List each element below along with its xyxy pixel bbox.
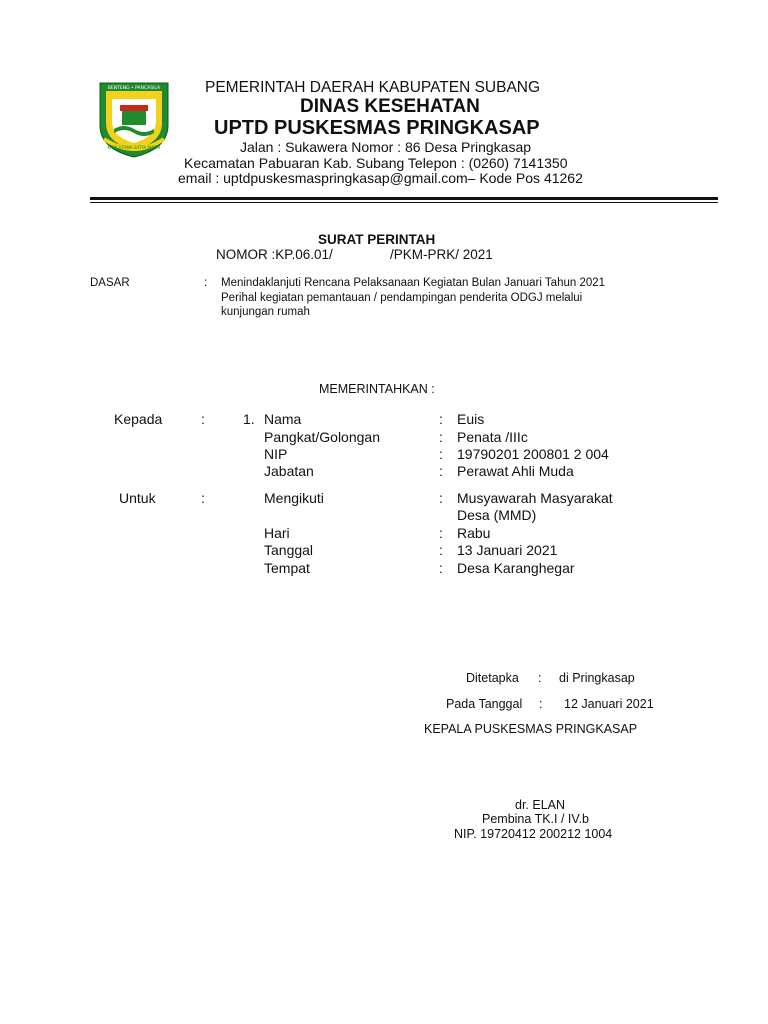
letter-number-prefix: NOMOR :KP.06.01/ [216, 247, 333, 262]
tanggal-penetapan-label: Pada Tanggal [446, 697, 523, 711]
field-tempat-value: Desa Karanghegar [457, 560, 575, 576]
kepala-jabatan: KEPALA PUSKESMAS PRINGKASAP [424, 722, 638, 736]
signatory-nip: NIP. 19720412 200212 1004 [454, 827, 613, 841]
letter-number-suffix: /PKM-PRK/ 2021 [390, 247, 493, 262]
dasar-label: DASAR [90, 277, 130, 289]
dasar-colon: : [204, 277, 208, 289]
kepada-number: 1. [243, 411, 255, 427]
field-hari-value: Rabu [457, 525, 491, 541]
field-tanggal-value: 13 Januari 2021 [457, 542, 558, 558]
field-mengikuti-value: Musyawarah Masyarakat [457, 490, 613, 506]
header-address-street: Jalan : Sukawera Nomor : 86 Desa Pringkasap [240, 139, 532, 155]
field-tanggal-key: Tanggal [264, 542, 314, 558]
dasar-line-3: kunjungan rumah [221, 306, 310, 318]
field-pangkat-value: Penata /IIIc [457, 429, 528, 445]
tanggal-penetapan-value: 12 Januari 2021 [564, 697, 654, 711]
header-institution: UPTD PUSKESMAS PRINGKASAP [214, 117, 540, 139]
header-rule-thick [90, 197, 718, 200]
field-nama-value: Euis [457, 411, 485, 427]
header-address-email: email : uptdpuskesmaspringkasap@gmail.com– Kode Pos 41262 [178, 170, 583, 186]
header-address-district: Kecamatan Pabuaran Kab. Subang Telepon : (0260) 7141350 [184, 155, 568, 171]
field-tempat-key: Tempat [264, 560, 310, 576]
emblem-body [122, 111, 146, 125]
field-nip-colon: : [439, 446, 443, 462]
ditetapkan-value: di Pringkasap [559, 671, 635, 685]
tanggal-penetapan-colon: : [539, 697, 543, 711]
dasar-line-1: Menindaklanjuti Rencana Pelaksanaan Kegiatan Bulan Januari Tahun 2021 [221, 277, 606, 289]
header-department: DINAS KESEHATAN [300, 96, 480, 117]
field-tanggal-colon: : [439, 542, 443, 558]
header-rule-thin [90, 202, 718, 203]
field-mengikuti-colon: : [439, 490, 443, 506]
signatory-name: dr. ELAN [515, 798, 566, 812]
memerintahkan-heading: MEMERINTAHKAN : [319, 382, 435, 396]
ditetapkan-label: Ditetapka [466, 671, 519, 685]
emblem-motto-top: BENTENG • PANCASILA [107, 86, 161, 91]
field-tempat-colon: : [439, 560, 443, 576]
field-pangkat-colon: : [439, 429, 443, 445]
field-mengikuti-key: Mengikuti [264, 490, 324, 506]
dasar-line-2: Perihal kegiatan pemantauan / pendampingan penderita ODGJ melalui [221, 292, 583, 304]
field-nip-value: 19790201 200801 2 004 [457, 446, 609, 462]
subang-regency-emblem [96, 79, 172, 159]
letter-title: SURAT PERINTAH [318, 232, 436, 247]
ditetapkan-colon: : [538, 671, 542, 685]
field-nip-key: NIP [264, 446, 288, 462]
untuk-label: Untuk [119, 490, 156, 506]
emblem-roof [120, 105, 148, 111]
untuk-colon: : [201, 490, 205, 506]
field-hari-colon: : [439, 525, 443, 541]
field-jabatan-value: Perawat Ahli Muda [457, 463, 574, 479]
field-jabatan-colon: : [439, 463, 443, 479]
signatory-rank: Pembina TK.I / IV.b [482, 812, 590, 826]
kepada-colon: : [201, 411, 205, 427]
field-hari-key: Hari [264, 525, 290, 541]
field-mengikuti-value-line2: Desa (MMD) [457, 507, 537, 523]
field-nama-key: Nama [264, 411, 302, 427]
kepada-label: Kepada [114, 411, 163, 427]
field-pangkat-key: Pangkat/Golongan [264, 429, 380, 445]
field-nama-colon: : [439, 411, 443, 427]
emblem-motto-bottom: KAYA UTAMA SATYA MASIH [107, 145, 161, 150]
header-government: PEMERINTAH DAERAH KABUPATEN SUBANG [205, 79, 541, 96]
field-jabatan-key: Jabatan [264, 463, 314, 479]
